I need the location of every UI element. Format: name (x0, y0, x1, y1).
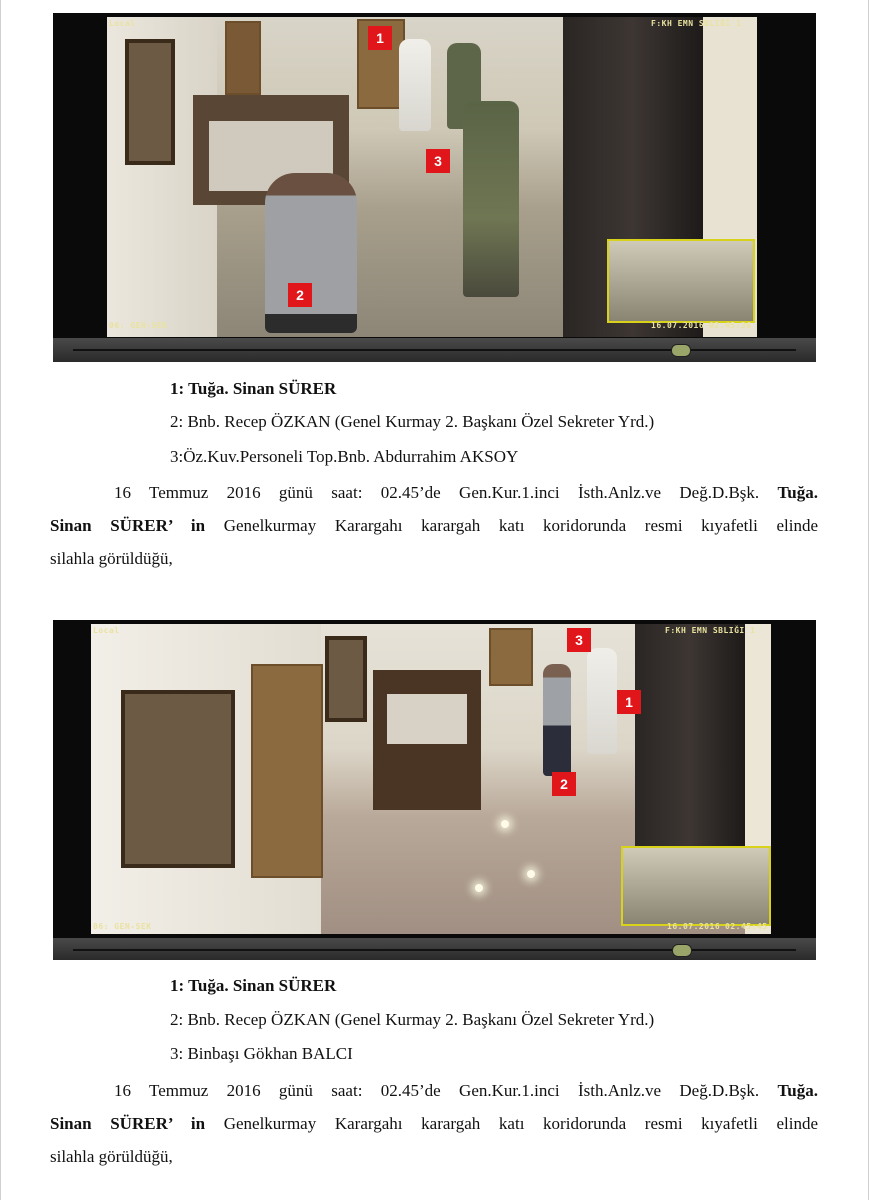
osd-top-right-2: F:KH EMN SBLIĞI 1 (665, 626, 756, 635)
playback-bar-2[interactable] (53, 938, 816, 960)
person-2-grey-shirt (265, 173, 357, 333)
wall-painting-large (121, 690, 235, 868)
side-door (225, 21, 261, 95)
osd-top-right: F:KH EMN SBLIĞI 1 (651, 19, 742, 28)
caption2-para-part2: Genelkurmay Karargahı karargah katı koridorunda resmi kıyafetli elinde (223, 1114, 818, 1133)
marker-3: 3 (567, 628, 591, 652)
osd-date-2: 16.07.2016 (667, 922, 721, 931)
caption2-para-part3: silahla görüldüğü, (50, 1147, 173, 1166)
caption2-line1: 1: Tuğa. Sinan SÜRER (170, 976, 337, 995)
caption1-line2: 2: Bnb. Recep ÖZKAN (Genel Kurmay 2. Başkanı Özel Sekreter Yrd.) (170, 412, 655, 431)
marker-2: 2 (552, 772, 576, 796)
floor-light (501, 820, 509, 828)
cctv-scene-1 (107, 17, 757, 337)
floor-light (475, 884, 483, 892)
cctv-scene-2 (91, 624, 771, 934)
caption1-para-part3: silahla görüldüğü, (50, 549, 173, 568)
cctv-frame-1 (53, 13, 816, 362)
person-2-grey-shirt-b (543, 664, 571, 776)
corridor-door-2 (489, 628, 533, 686)
osd-date: 16.07.2016 (651, 321, 705, 330)
marker-3: 3 (426, 149, 450, 173)
osd-time: 02.45:36 (709, 321, 752, 330)
caption1-para-part2: Genelkurmay Karargahı karargah katı koridorunda resmi kıyafetli elinde (223, 516, 818, 535)
caption2-paragraph (50, 1074, 818, 1173)
caption2-line2: 2: Bnb. Recep ÖZKAN (Genel Kurmay 2. Başkanı Özel Sekreter Yrd.) (170, 1010, 655, 1029)
caption2-line3: 3: Binbaşı Gökhan BALCI (170, 1044, 353, 1063)
caption2-para-bold2: Sinan SÜRER’ in (50, 1114, 206, 1133)
caption2-para-bold1: Tuğa. (777, 1081, 819, 1100)
osd-top-left: Local (109, 19, 136, 28)
osd-bottom-left: 06: GEN-SEK (109, 321, 168, 330)
marker-1: 1 (617, 690, 641, 714)
cctv-inset-2 (621, 846, 771, 926)
caption1-para-bold1: Tuğa. (777, 483, 819, 502)
caption2-para-part1: 16 Temmuz 2016 günü saat: 02.45’de Gen.Kur.1.inci İsth.Anlz.ve Değ.D.Bşk. (114, 1081, 760, 1100)
osd-time-2: 02.45:45 (725, 922, 768, 931)
caption1-para-part1: 16 Temmuz 2016 günü saat: 02.45’de Gen.Kur.1.inci İsth.Anlz.ve Değ.D.Bşk. (114, 483, 760, 502)
wall-painting-small (325, 636, 367, 722)
cctv-inset-1 (607, 239, 755, 323)
marker-2: 2 (288, 283, 312, 307)
marble-wall-2 (635, 624, 745, 864)
caption1-line3: 3:Öz.Kuv.Personeli Top.Bnb. Abdurrahim AKSOY (170, 447, 519, 466)
caption1-line1: 1: Tuğa. Sinan SÜRER (170, 379, 337, 398)
osd-bottom-left-2: 06: GEN-SEK (93, 922, 152, 931)
cctv-frame-2 (53, 620, 816, 960)
playback-knob-2[interactable] (672, 944, 692, 957)
playback-bar[interactable] (53, 338, 816, 362)
caption1-paragraph (50, 476, 818, 575)
person-1-white-uniform-b (587, 648, 617, 754)
wall-painting (125, 39, 175, 165)
marker-1: 1 (368, 26, 392, 50)
person-1-white-uniform (399, 39, 431, 131)
floor-light (527, 870, 535, 878)
playback-knob[interactable] (671, 344, 691, 357)
side-door-1 (251, 664, 323, 878)
person-3-soldier (463, 101, 519, 297)
osd-top-left-2: Local (93, 626, 120, 635)
caption1-para-bold2: Sinan SÜRER’ in (50, 516, 206, 535)
